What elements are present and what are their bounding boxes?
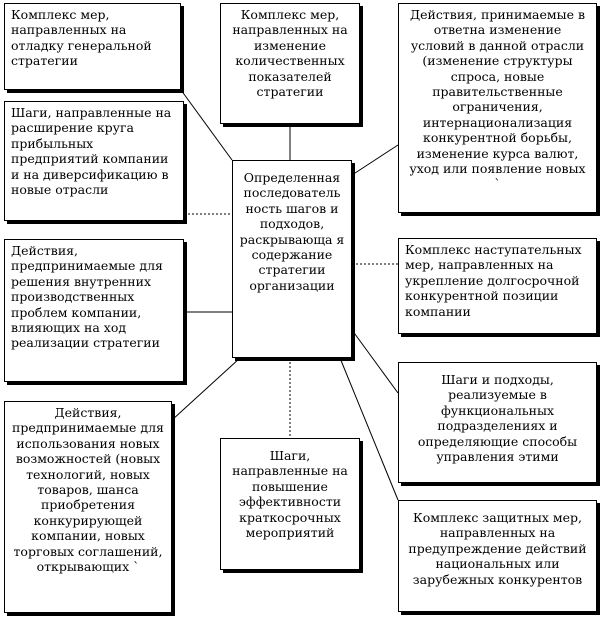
- box-bottom-mid-text: Шаги, направленные на повышение эффективности краткосрочных мероприятий: [232, 448, 348, 541]
- connector-top-right: [352, 145, 398, 175]
- box-right-3-text: Шаги и подходы, реализуемые в функциональных подразделениях и определяющие способы управления этими: [417, 372, 578, 465]
- box-left-3-text: Действия, предпринимаемые для решения внутренних производственных проблем компании, влияющих на ход реализации стратегии: [11, 243, 163, 351]
- box-top-left: [4, 3, 181, 90]
- box-top-right: [398, 3, 597, 213]
- box-left-3: [4, 239, 184, 382]
- box-bottom-mid: [220, 438, 360, 570]
- center-text: Определенная последователь ность шагов и подходов, раскрывающа я содержание стратегии организации: [239, 170, 345, 293]
- box-top-mid: [220, 3, 360, 124]
- box-right-bottom-text: Комплекс защитных мер, направленных на предупреждение действий национальных или зарубежных конкурентов: [408, 510, 587, 587]
- box-left-bottom: [4, 401, 172, 613]
- box-right-2: [398, 238, 597, 334]
- box-right-3: [398, 362, 597, 483]
- box-left-2: [4, 101, 184, 221]
- connector-right-3: [352, 330, 398, 393]
- box-left-bottom-text: Действия, предпринимаемые для использования новых возможностей (новых технологий, новых товаров, шанса приобретения конкурирующей компании, новых торговых соглашений, открывающих `: [12, 405, 164, 575]
- box-top-mid-text: Комплекс мер, направленных на изменение количественных показателей стратегии: [232, 7, 348, 100]
- box-right-bottom: [398, 500, 597, 612]
- box-top-right-text: Действия, принимаемые в ответна изменение условий в данной отрасли (изменение структуры спроса, новые правительственные ограничения, интернационализация конкурентной борьбы, изменение курса валют, уход или появление новых `: [409, 7, 586, 192]
- box-top-left-text: Комплекс мер, направленных на отладку генеральной стратегии: [11, 7, 152, 69]
- box-right-2-text: Комплекс наступательных мер, направленных на укрепление долгосрочной конкурентной позиции компании: [405, 242, 582, 319]
- center-box: [232, 160, 352, 358]
- box-left-2-text: Шаги, направленные на расширение круга прибыльных предприятий компании и на диверсификацию в новые отрасли: [11, 105, 172, 198]
